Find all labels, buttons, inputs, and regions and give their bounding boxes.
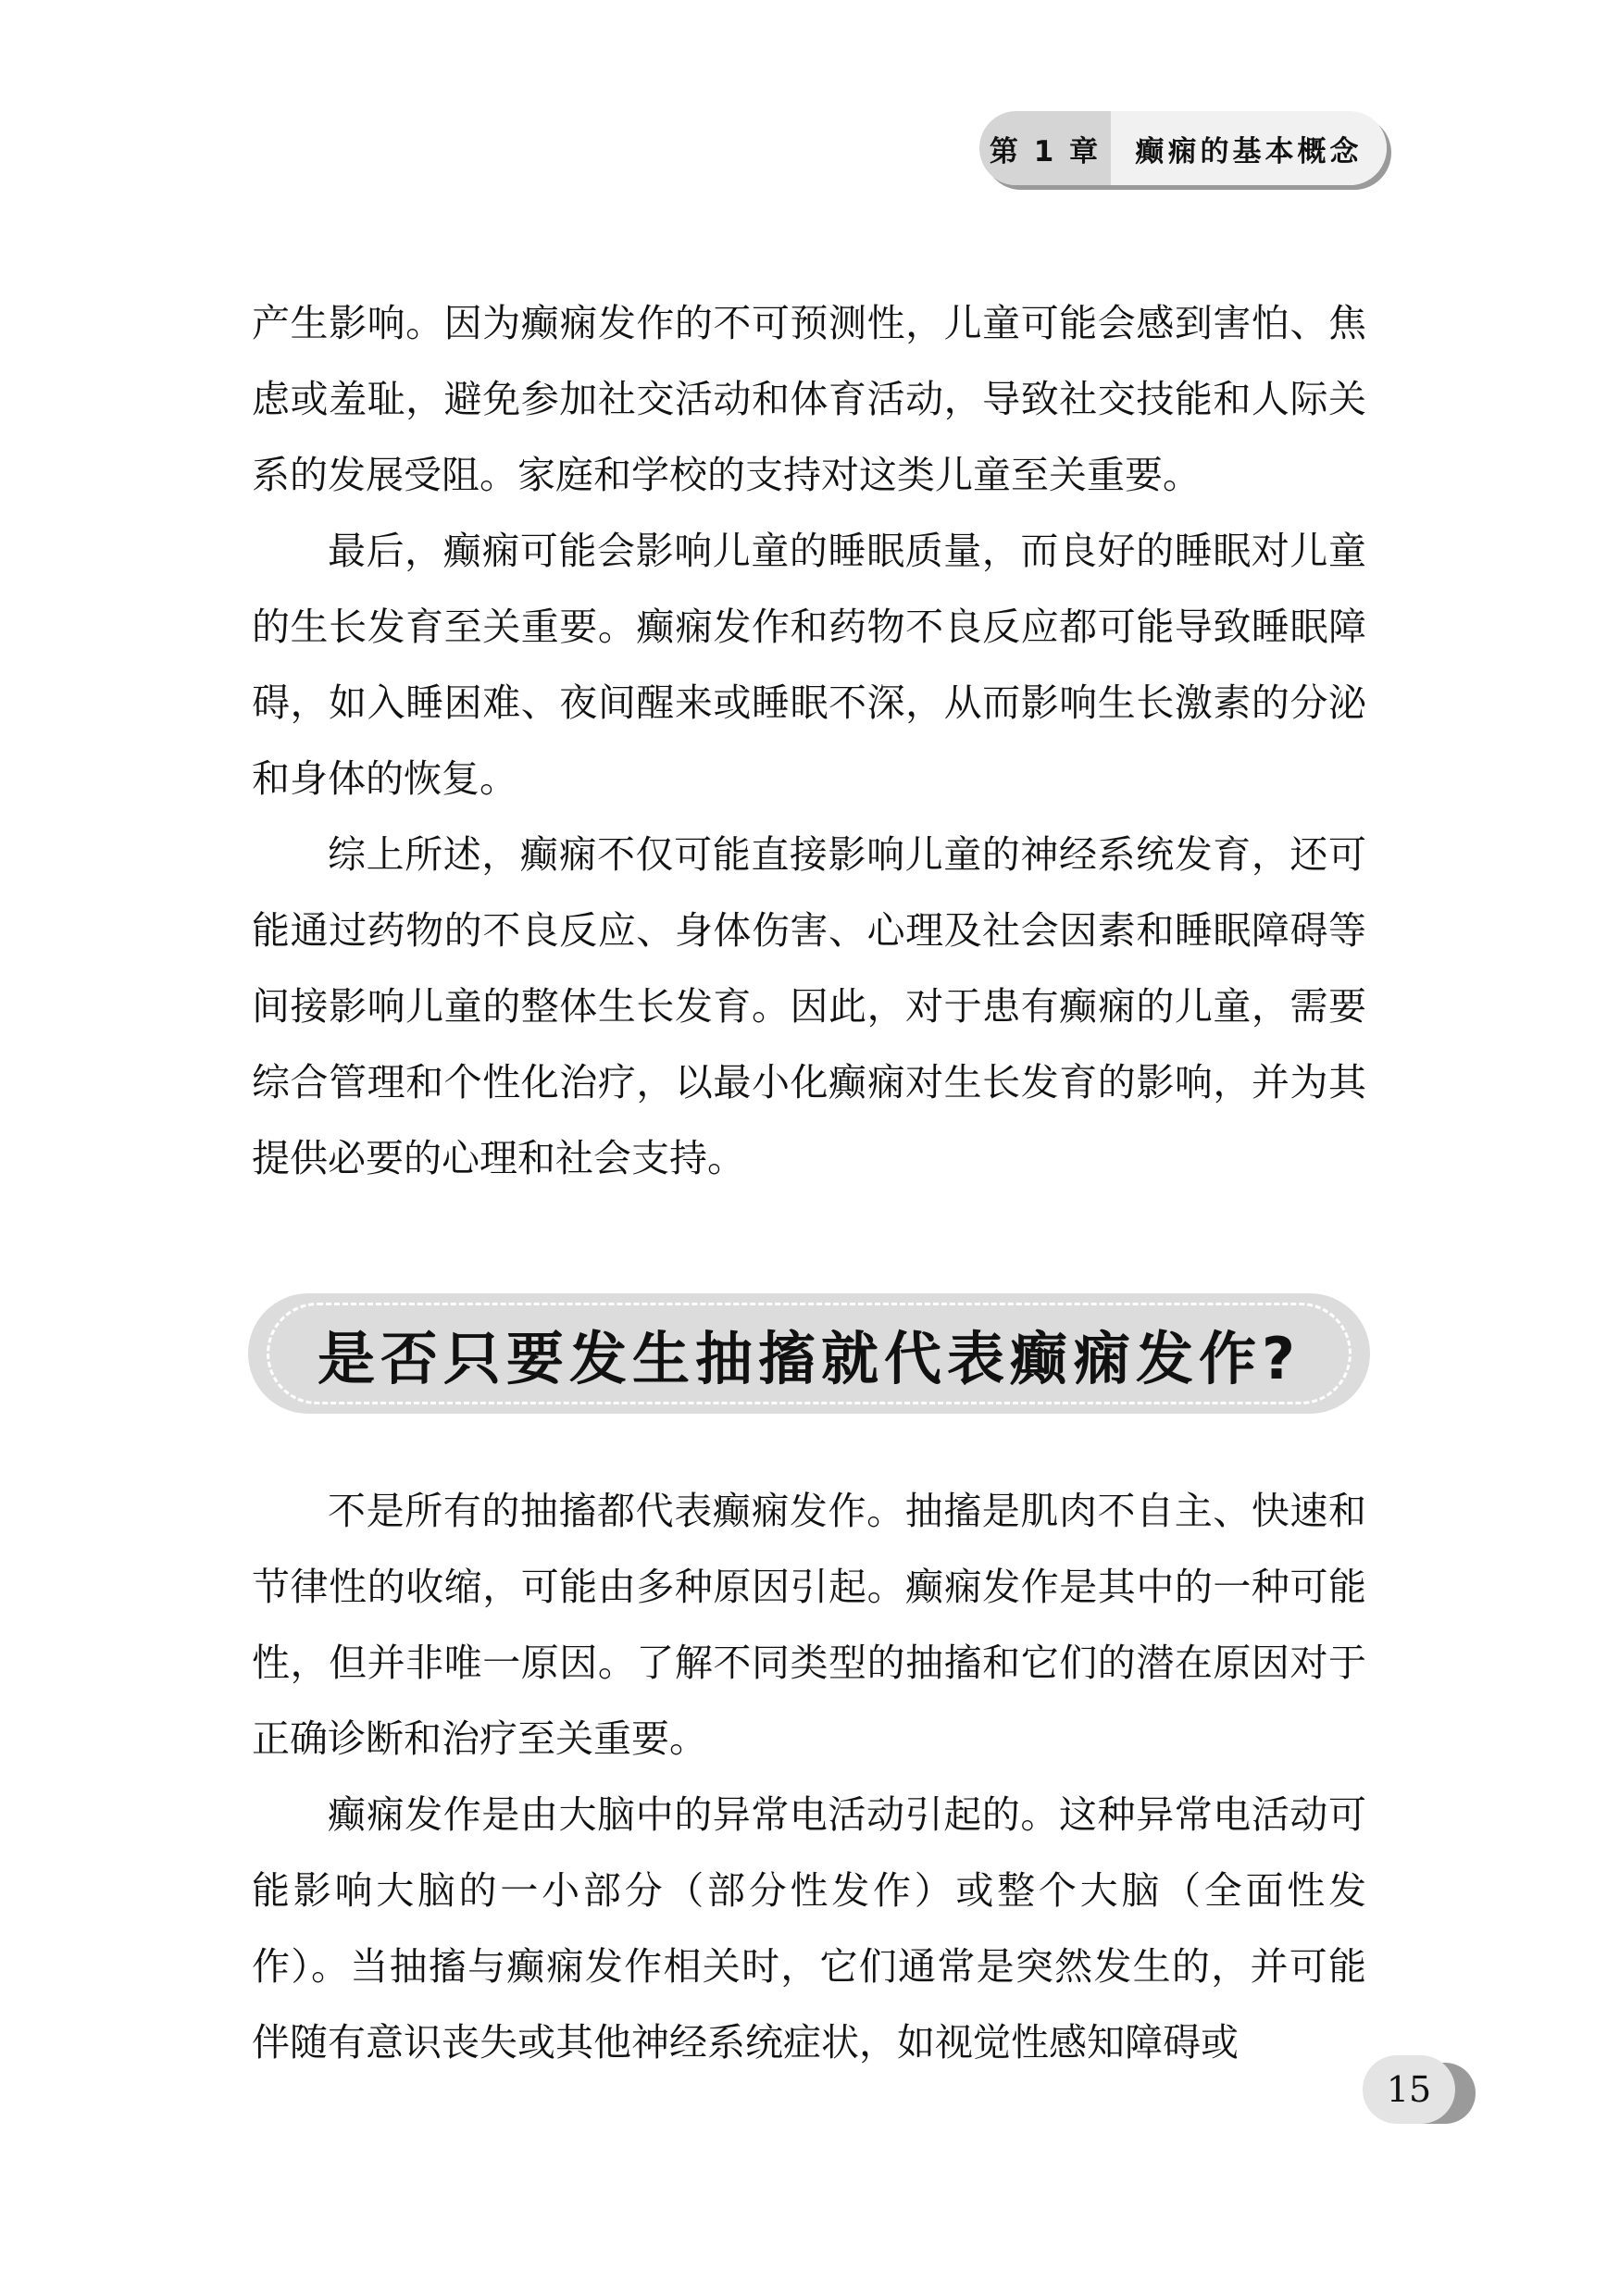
running-header [979, 111, 1387, 185]
paragraph: 癫痫发作是由大脑中的异常电活动引起的。这种异常电活动可能影响大脑的一小部分（部分性发作）或整个大脑（全面性发作）。当抽搐与癫痫发作相关时，它们通常是突然发生的，并可能伴随有意识丧失或其他神经系统症状，如视觉性感知障碍或 [252, 1792, 1366, 2065]
section-heading-banner [248, 1293, 1370, 1414]
section-heading: 是否只要发生抽搐就代表癫痫发作? [318, 1324, 1301, 1392]
paragraph: 最后，癫痫可能会影响儿童的睡眠质量，而良好的睡眠对儿童的生长发育至关重要。癫痫发作和药物不良反应都可能导致睡眠障碍，如入睡困难、夜间醒来或睡眠不深，从而影响生长激素的分泌和身体的恢复。 [252, 529, 1366, 801]
paragraph: 综上所述，癫痫不仅可能直接影响儿童的神经系统发育，还可能通过药物的不良反应、身体伤害、心理及社会因素和睡眠障碍等间接影响儿童的整体生长发育。因此，对于患有癫痫的儿童，需要综合管理和个性化治疗，以最小化癫痫对生长发育的影响，并为其提供必要的心理和社会支持。 [252, 832, 1366, 1180]
paragraph: 不是所有的抽搐都代表癫痫发作。抽搐是肌肉不自主、快速和节律性的收缩，可能由多种原因引起。癫痫发作是其中的一种可能性，但并非唯一原因。了解不同类型的抽搐和它们的潜在原因对于正确诊断和治疗至关重要。 [252, 1489, 1366, 1761]
body-text-section-a [252, 285, 1366, 1196]
paragraph: 产生影响。因为癫痫发作的不可预测性，儿童可能会感到害怕、焦虑或羞耻，避免参加社交活动和体育活动，导致社交技能和人际关系的发展受阻。家庭和学校的支持对这类儿童至关重要。 [252, 301, 1366, 497]
page-number: 15 [1386, 2069, 1432, 2110]
body-text-section-b [252, 1473, 1366, 2080]
page-number-badge [1359, 2055, 1477, 2129]
chapter-title: 癫痫的基本概念 [1111, 111, 1387, 185]
chapter-label: 第 1 章 [979, 111, 1111, 185]
